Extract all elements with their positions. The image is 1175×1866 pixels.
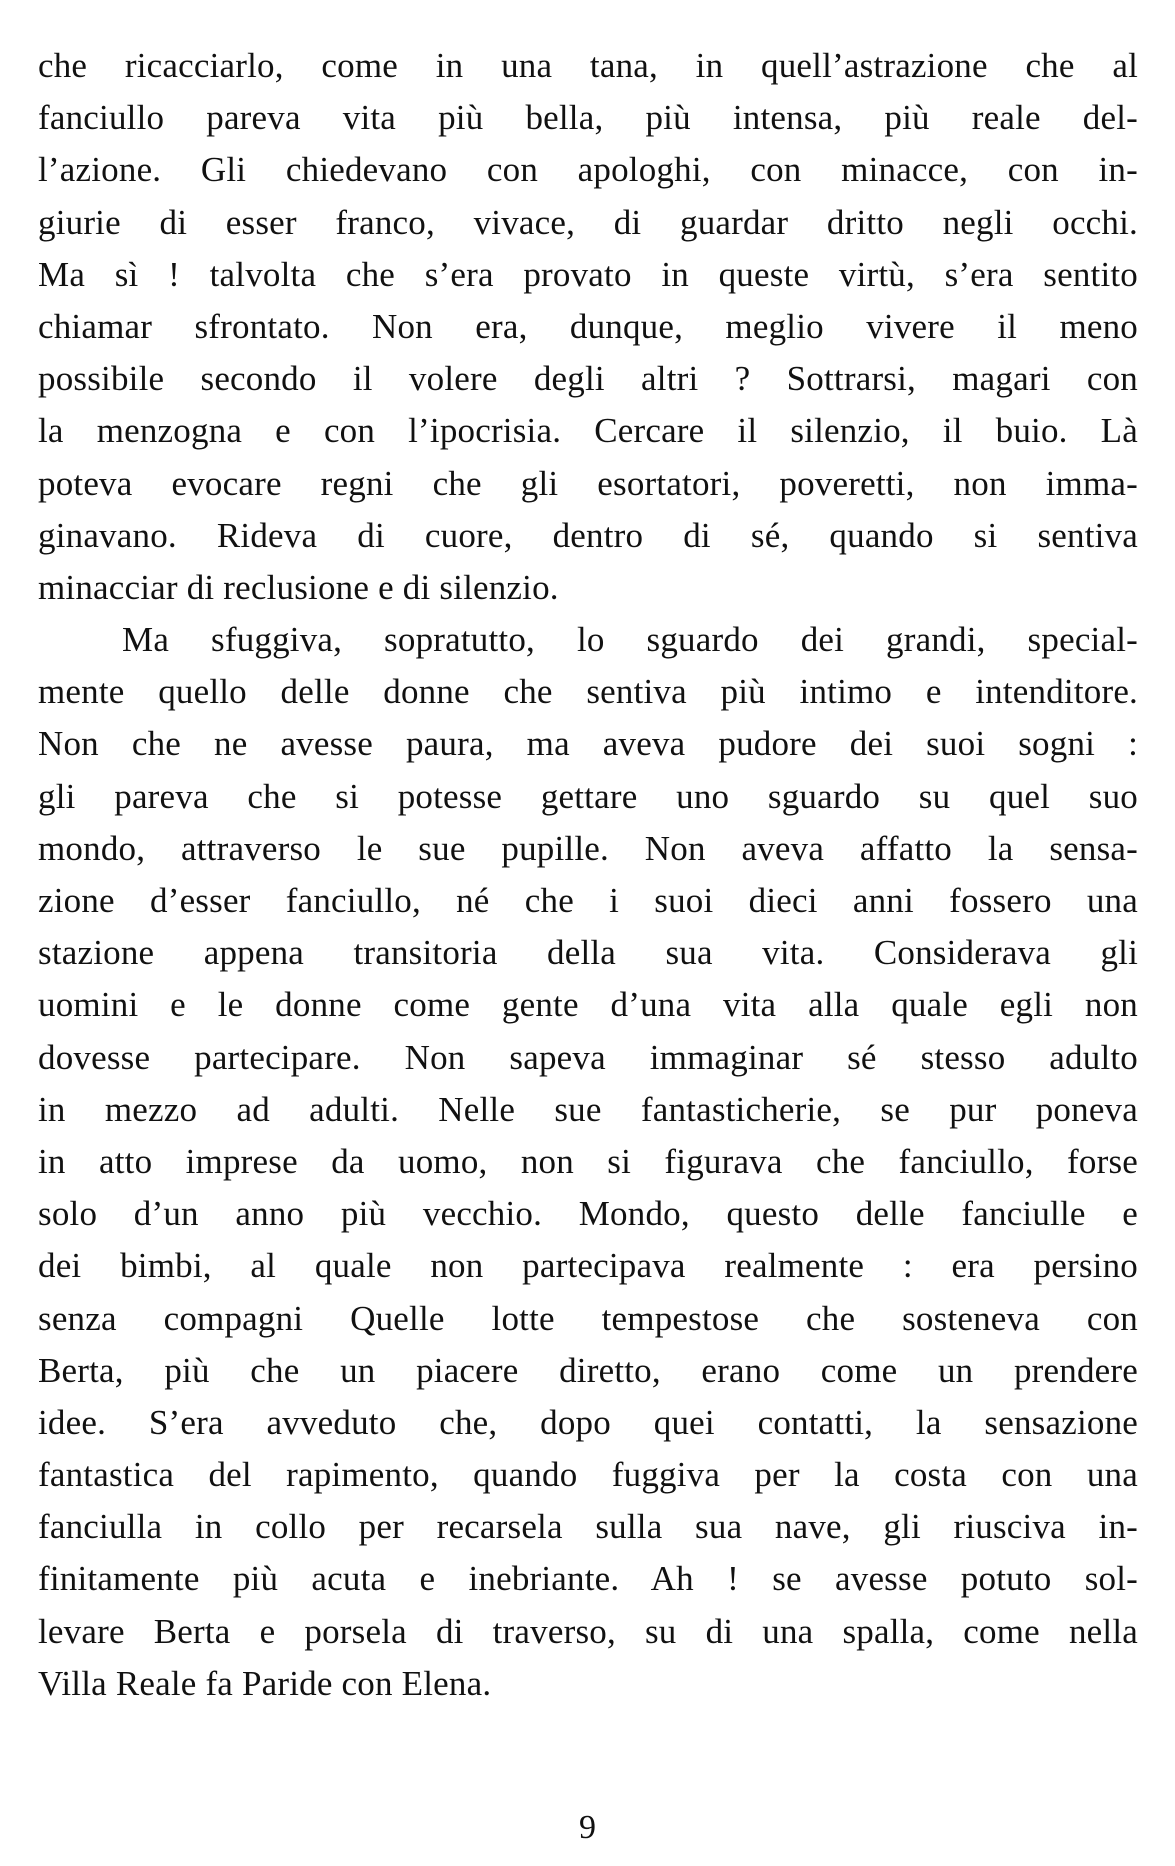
text-line: Non che ne avesse paura, ma aveva pudore dei suoi sogni : <box>38 724 1138 764</box>
text-line: solo d’un anno più vecchio. Mondo, questo delle fanciulle e <box>38 1194 1138 1234</box>
text-line: mente quello delle donne che sentiva più intimo e intenditore. <box>38 672 1138 712</box>
text-line: la menzogna e con l’ipocrisia. Cercare il silenzio, il buio. Là <box>38 411 1138 451</box>
text-line: giurie di esser franco, vivace, di guardar dritto negli occhi. <box>38 202 1138 242</box>
text-line: uomini e le donne come gente d’una vita alla quale egli non <box>38 985 1138 1025</box>
text-line: dovesse partecipare. Non sapeva immaginar sé stesso adulto <box>38 1037 1138 1077</box>
text-line: zione d’esser fanciullo, né che i suoi dieci anni fossero una <box>38 881 1138 920</box>
text-line: dei bimbi, al quale non partecipava realmente : era persino <box>38 1246 1138 1286</box>
text-line: poteva evocare regni che gli esortatori, poveretti, non imma- <box>38 463 1138 503</box>
text-line: mondo, attraverso le sue pupille. Non aveva affatto la sensa- <box>38 828 1138 868</box>
text-line: Berta, più che un piacere diretto, erano come un prendere <box>38 1350 1138 1390</box>
body-text <box>38 40 1138 1710</box>
text-line: fanciullo pareva vita più bella, più intensa, più reale del- <box>38 98 1138 138</box>
text-line: possibile secondo il volere degli altri ? Sottrarsi, magari con <box>38 359 1138 399</box>
text-line: in mezzo ad adulti. Nelle sue fantasticherie, se pur poneva <box>38 1089 1138 1129</box>
text-line: fanciulla in collo per recarsela sulla sua nave, gli riusciva in- <box>38 1507 1138 1547</box>
text-line: che ricacciarlo, come in una tana, in quell’astrazione che al <box>38 46 1138 85</box>
text-line: minacciar di reclusione e di silenzio. <box>38 567 559 607</box>
text-line: ginavano. Rideva di cuore, dentro di sé, quando si sentiva <box>38 515 1138 555</box>
text-line: finitamente più acuta e inebriante. Ah ! se avesse potuto sol- <box>38 1559 1138 1599</box>
text-line: stazione appena transitoria della sua vita. Considerava gli <box>38 933 1138 973</box>
text-line: Ma sì ! talvolta che s’era provato in queste virtù, s’era sentito <box>38 254 1138 294</box>
text-line: senza compagni Quelle lotte tempestose che sosteneva con <box>38 1298 1138 1338</box>
text-line: chiamar sfrontato. Non era, dunque, meglio vivere il meno <box>38 306 1138 346</box>
text-line: fantastica del rapimento, quando fuggiva per la costa con una <box>38 1455 1138 1495</box>
text-line: in atto imprese da uomo, non si figurava che fanciullo, forse <box>38 1141 1138 1181</box>
text-line: gli pareva che si potesse gettare uno sguardo su quel suo <box>38 776 1138 816</box>
text-line: idee. S’era avveduto che, dopo quei contatti, la sensazione <box>38 1402 1138 1442</box>
text-line: l’azione. Gli chiedevano con apologhi, con minacce, con in- <box>38 150 1138 190</box>
text-line: levare Berta e porsela di traverso, su di una spalla, come nella <box>38 1611 1138 1651</box>
text-line: Villa Reale fa Paride con Elena. <box>38 1663 492 1703</box>
page-number: 9 <box>579 1809 596 1846</box>
text-line: Ma sfuggiva, sopratutto, lo sguardo dei grandi, special- <box>122 620 1138 660</box>
